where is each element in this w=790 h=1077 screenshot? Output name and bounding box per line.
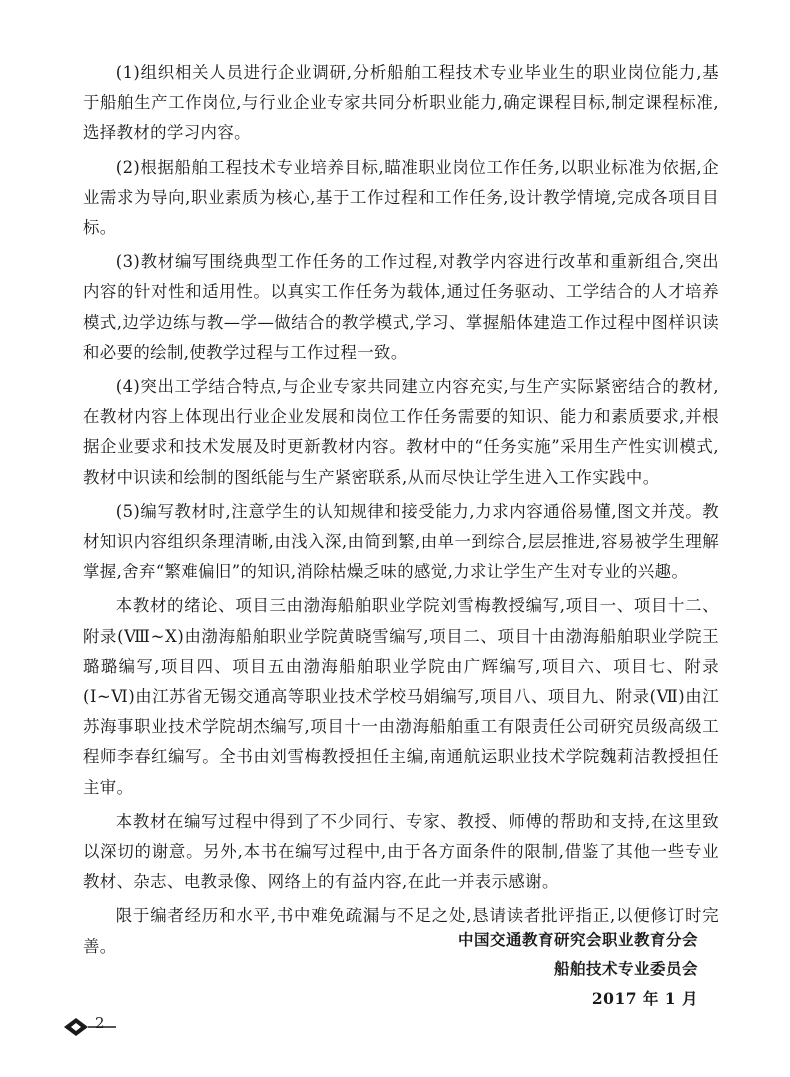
paragraph-item-1: (1)组织相关人员进行企业调研,分析船舶工程技术专业毕业生的职业岗位能力,基于船舶生产工作岗位,与行业企业专家共同分析职业能力,确定课程目标,制定课程标准,选择教材的学习内容。 xyxy=(83,63,719,143)
signature-block xyxy=(458,926,698,1013)
diamond-marker-icon xyxy=(62,1014,118,1038)
paragraph-closing: 限于编者经历和水平,书中难免疏漏与不足之处,恳请读者批评指正,以便修订时完善。 xyxy=(83,906,719,956)
page-number: 2 xyxy=(95,1014,105,1032)
paragraph-item-5: (5)编写教材时,注意学生的认知规律和接受能力,力求内容通俗易懂,图文并茂。教材知识内容组织条理清晰,由浅入深,由简到繁,由单一到综合,层层推进,容易被学生理解掌握,舍弃“繁难偏旧”的知识,消除枯燥乏味的感觉,力求让学生产生对专业的兴趣。 xyxy=(83,501,719,582)
paragraph-item-3: (3)教材编写围绕典型工作任务的工作过程,对教学内容进行改革和重新组合,突出内容的针对性和适用性。以真实工作任务为载体,通过任务驱动、工学结合的人才培养模式,边学边练与教—学—做结合的教学模式,学习、掌握船体建造工作过程中图样识读和必要的绘制,使教学过程与工作过程一致。 xyxy=(83,252,719,362)
paragraph-acknowledgements: 本教材在编写过程中得到了不少同行、专家、教授、师傅的帮助和支持,在这里致以深切的谢意。另外,本书在编写过程中,由于各方面条件的限制,借鉴了其他一些专业教材、杂志、电教录像、网络上的有益内容,在此一并表示感谢。 xyxy=(83,811,719,892)
paragraph-item-4: (4)突出工学结合特点,与企业专家共同建立内容充实,与生产实际紧密结合的教材,在教材内容上体现出行业企业发展和岗位工作任务需要的知识、能力和素质要求,并根据企业要求和技术发展及时更新教材内容。教材中的“任务实施”采用生产性实训模式,教材中识读和绘制的图纸能与生产紧密联系,从而尽快让学生进入工作实践中。 xyxy=(83,377,719,487)
paragraph-authors: 本教材的绪论、项目三由渤海船舶职业学院刘雪梅教授编写,项目一、项目十二、附录(Ⅷ~Ⅹ)由渤海船舶职业学院黄晓雪编写,项目二、项目十由渤海船舶职业学院王璐璐编写,项目四、项目五由渤海船舶职业学院由广辉编写,项目六、项目七、附录(Ⅰ~Ⅵ)由江苏省无锡交通高等职业技术学校马娟编写,项目八、项目九、附录(Ⅶ)由江苏海事职业技术学院胡杰编写,项目十一由渤海船舶重工有限责任公司研究员级高级工程师李春红编写。全书由刘雪梅教授担任主编,南通航运职业技术学院魏莉洁教授担任主审。 xyxy=(83,596,719,797)
page-footer xyxy=(62,1014,122,1038)
signature-committee: 船舶技术专业委员会 xyxy=(553,960,698,978)
signature-organization: 中国交通教育研究会职业教育分会 xyxy=(457,931,698,949)
signature-date: 2017 年 1 月 xyxy=(591,989,698,1008)
paragraph-item-2: (2)根据船舶工程技术专业培养目标,瞄准职业岗位工作任务,以职业标准为依据,企业需求为导向,职业素质为核心,基于工作过程和工作任务,设计教学情境,完成各项目目标。 xyxy=(83,157,719,238)
body-text xyxy=(83,58,719,966)
